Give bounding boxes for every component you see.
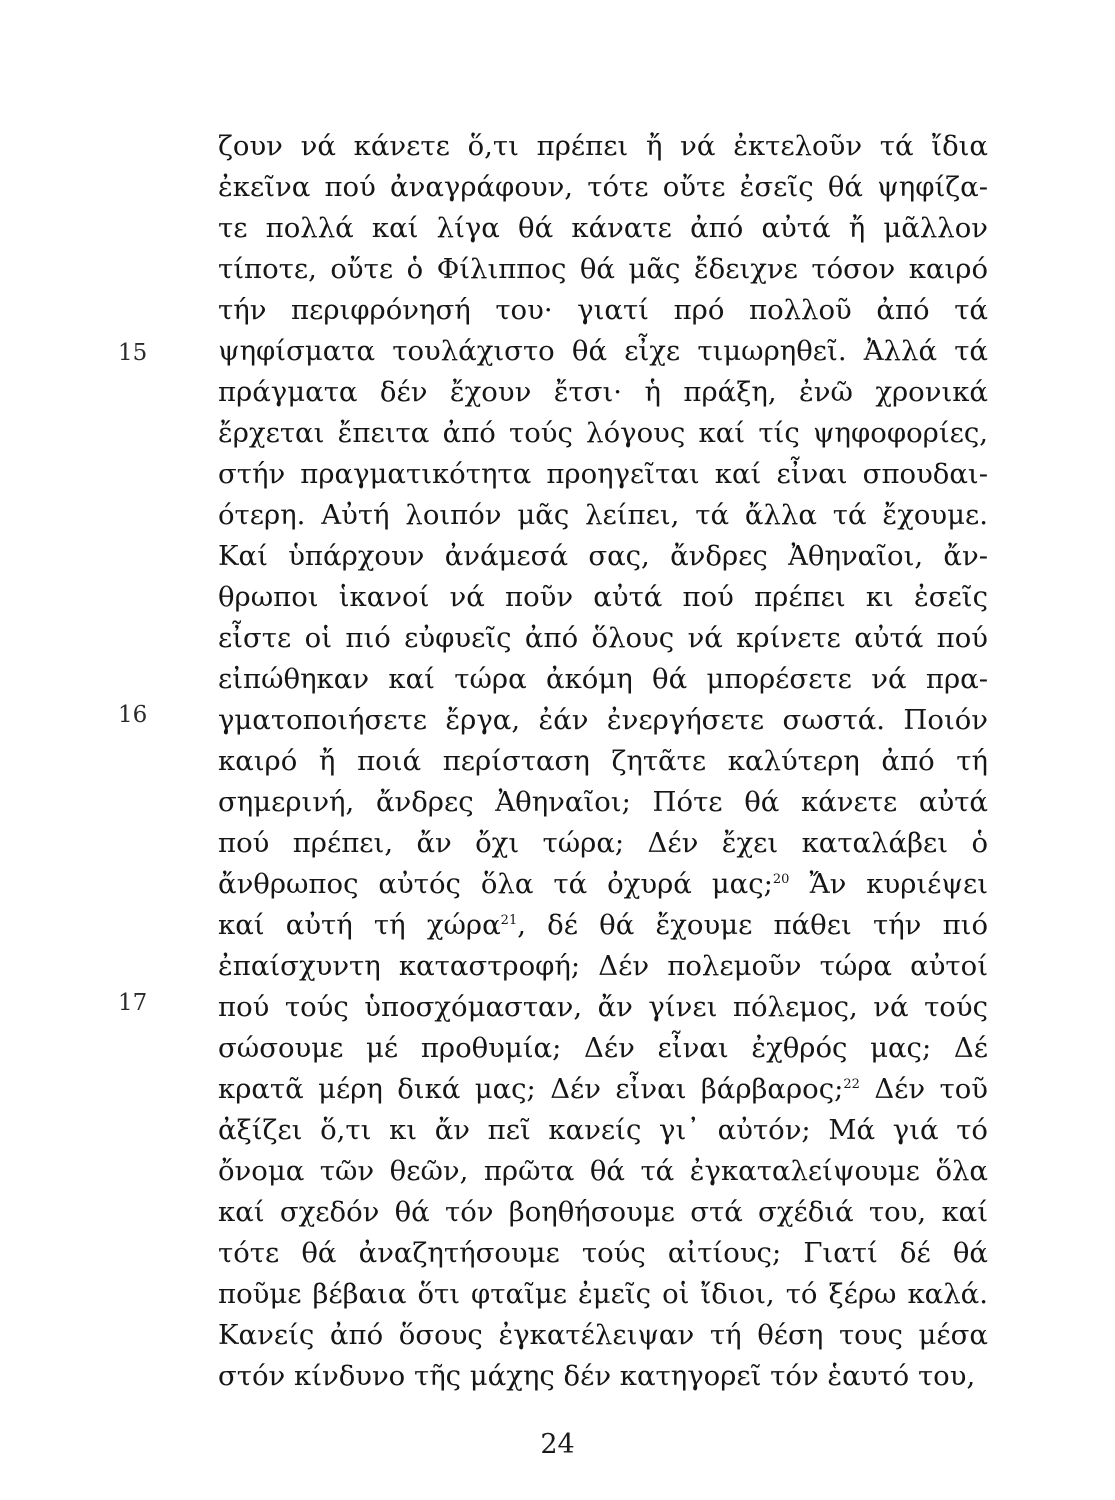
line-number-17: 17: [118, 990, 148, 1016]
text-line: ὄνομα τῶν θεῶν, πρῶτα θά τά ἐγκαταλείψουμε ὅλα: [218, 1155, 988, 1187]
text-line: ἔρχεται ἔπειτα ἀπό τούς λόγους καί τίς ψηφοφορίες,: [218, 417, 988, 449]
line-number-16: 16: [118, 702, 148, 728]
text-line-with-note: [218, 864, 988, 904]
text-line: τότε θά ἀναζητήσουμε τούς αἰτίους; Γιατί δέ θά: [218, 1237, 988, 1269]
text-line: σημερινή, ἄνδρες Ἀθηναῖοι; Πότε θά κάνετε αὐτά: [218, 786, 988, 818]
text-line: ζουν νά κάνετε ὅ,τι πρέπει ἤ νά ἐκτελοῦν τά ἴδια: [218, 130, 988, 162]
text-line: καί σχεδόν θά τόν βοηθήσουμε στά σχέδιά του, καί: [218, 1196, 988, 1228]
text-line: ἐκεῖνα πού ἀναγράφουν, τότε οὔτε ἐσεῖς θά ψηφίζα-: [218, 171, 988, 203]
text-line-with-note: [218, 1069, 988, 1109]
text-line: εἰπώθηκαν καί τώρα ἀκόμη θά μπορέσετε νά πρα-: [218, 663, 988, 695]
line-number-15: 15: [118, 340, 148, 366]
text-segment: Ἄν κυριέψει: [809, 868, 988, 900]
text-line: θρωποι ἱκανοί νά ποῦν αὐτά πού πρέπει κι ἐσεῖς: [218, 581, 988, 613]
footnote-ref-21: 21: [500, 912, 518, 928]
page-number: 24: [540, 1429, 575, 1460]
text-segment: καί αὐτή τή χώρα: [218, 909, 501, 941]
text-line: εἶστε οἱ πιό εὐφυεῖς ἀπό ὅλους νά κρίνετε αὐτά πού: [218, 622, 988, 654]
text-segment: Δέν τοῦ: [874, 1073, 988, 1105]
text-line: σώσουμε μέ προθυμία; Δέν εἶναι ἐχθρός μας; Δέ: [218, 1032, 988, 1064]
text-line: στήν πραγματικότητα προηγεῖται καί εἶναι σπουδαι-: [218, 458, 988, 490]
text-segment: ἄνθρωπος αὐτός ὅλα τά ὀχυρά μας;: [218, 868, 773, 900]
text-line: καιρό ἤ ποιά περίσταση ζητᾶτε καλύτερη ἀπό τή: [218, 745, 988, 777]
footnote-ref-22: 22: [843, 1076, 860, 1092]
text-line: Κανείς ἀπό ὅσους ἐγκατέλειψαν τή θέση τους μέσα: [218, 1319, 988, 1351]
text-line: ἀξίζει ὅ,τι κι ἄν πεῖ κανείς γι᾽ αὐτόν; Μά γιά τό: [218, 1114, 988, 1146]
text-line: τε πολλά καί λίγα θά κάνατε ἀπό αὐτά ἤ μᾶλλον: [218, 212, 988, 244]
footnote-ref-20: 20: [772, 871, 790, 887]
text-line: ἐπαίσχυντη καταστροφή; Δέν πολεμοῦν τώρα αὐτοί: [218, 950, 988, 982]
text-line: τήν περιφρόνησή του· γιατί πρό πολλοῦ ἀπό τά: [218, 294, 988, 326]
text-line: γματοποιήσετε ἔργα, ἐάν ἐνεργήσετε σωστά. Ποιόν: [218, 704, 988, 736]
text-line: ποῦμε βέβαια ὅτι φταῖμε ἐμεῖς οἱ ἴδιοι, τό ξέρω καλά.: [218, 1278, 988, 1310]
text-line: ότερη. Αὐτή λοιπόν μᾶς λείπει, τά ἄλλα τά ἔχουμε.: [218, 499, 988, 531]
text-line: πού τούς ὑποσχόμασταν, ἄν γίνει πόλεμος, νά τούς: [218, 991, 988, 1023]
text-line: Καί ὑπάρχουν ἀνάμεσά σας, ἄνδρες Ἀθηναῖοι, ἄν-: [218, 540, 988, 572]
text-segment: , δέ θά ἔχουμε πάθει τήν πιό: [517, 909, 988, 941]
text-segment: κρατᾶ μέρη δικά μας; Δέν εἶναι βάρβαρος;: [218, 1073, 844, 1105]
text-line: πράγματα δέν ἔχουν ἔτσι· ἡ πράξη, ἐνῶ χρονικά: [218, 376, 988, 408]
text-line-with-note: [218, 905, 988, 945]
text-line: στόν κίνδυνο τῆς μάχης δέν κατηγορεῖ τόν ἑαυτό του,: [218, 1360, 976, 1392]
text-line: ψηφίσματα τουλάχιστο θά εἶχε τιμωρηθεῖ. Ἀλλά τά: [218, 335, 988, 367]
text-line: πού πρέπει, ἄν ὄχι τώρα; Δέν ἔχει καταλάβει ὁ: [218, 827, 988, 859]
text-line: τίποτε, οὔτε ὁ Φίλιππος θά μᾶς ἔδειχνε τόσον καιρό: [218, 253, 988, 285]
